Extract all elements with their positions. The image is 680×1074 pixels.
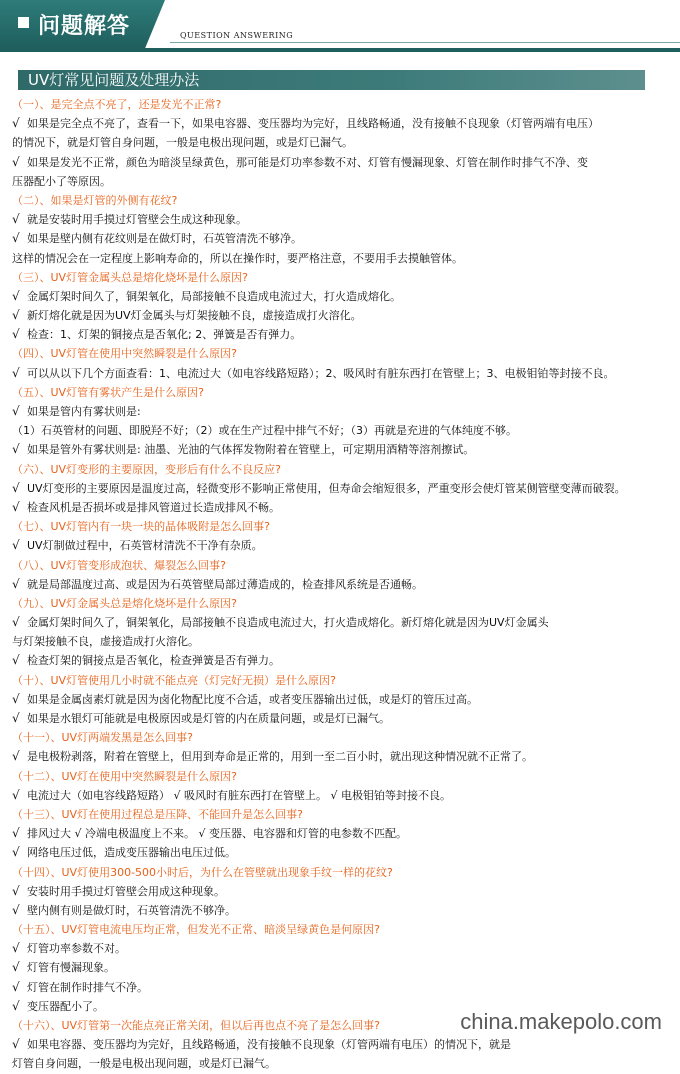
question-heading [12, 460, 672, 479]
header-banner [0, 0, 680, 52]
check-icon: √ [12, 212, 20, 227]
answer-text: UV灯制做过程中，石英管材清洗不干净有杂质。 [27, 539, 263, 553]
check-icon: √ [12, 787, 20, 802]
answer-line [12, 402, 672, 421]
check-icon: √ [12, 883, 20, 898]
answer-line [12, 786, 672, 805]
check-icon: √ [12, 308, 20, 323]
question-text: （十二）、UV灯在使用中突然瞬裂是什么原因? [12, 769, 237, 783]
watermark: china.makepolo.com [460, 1009, 662, 1034]
check-icon: √ [12, 576, 20, 591]
answer-text: 检查：1、灯架的铜接点是否氧化; 2、弹簧是否有弹力。 [27, 328, 302, 342]
check-icon: √ [12, 615, 20, 630]
answer-text: 金属灯架时间久了，铜架氧化，局部接触不良造成电流过大，打火造成熔化。新灯熔化就是因为UV灯金属头 [27, 616, 549, 630]
question-heading [12, 805, 672, 824]
question-heading [12, 383, 672, 402]
question-text: （十）、UV灯管使用几小时就不能点亮（灯完好无损）是什么原因? [12, 673, 336, 687]
answer-text: 如果电容器、变压器均为完好，且线路畅通，没有接触不良现象（灯管两端有电压）的情况下，就是 [27, 1038, 511, 1052]
answer-text: 网络电压过低，造成变压器输出电压过低。 [27, 846, 236, 860]
question-text: （二）、如果是灯管的外侧有花纹? [12, 193, 178, 207]
answer-text: 检查灯架的铜接点是否氧化，检查弹簧是否有弹力。 [27, 654, 280, 668]
answer-line [12, 364, 672, 383]
answer-line [12, 133, 672, 152]
check-icon: √ [12, 845, 20, 860]
question-text: （七）、UV灯管内有一块一块的晶体吸附是怎么回事? [12, 520, 270, 534]
check-icon: √ [12, 404, 20, 418]
answer-line [12, 824, 672, 843]
answer-line [12, 843, 672, 862]
answer-line [12, 575, 672, 594]
question-text: （九）、UV灯金属头总是熔化烧坏是什么原因? [12, 596, 237, 610]
answer-text: 新灯熔化就是因为UV灯金属头与灯架接触不良，虚接造成打火溶化。 [27, 309, 362, 323]
answer-text: 如果是完全点不亮了，查看一下，如果电容器、变压器均为完好，且线路畅通，没有接触不良现象（灯管两端有电压） [27, 117, 599, 131]
answer-text: 壁内侧有则是做灯时，石英管清洗不够净。 [27, 903, 236, 917]
answer-line [12, 901, 672, 920]
answer-line [12, 287, 672, 306]
answer-text: 这样的情况会在一定程度上影响寿命的，所以在操作时，要严格注意，不要用手去摸触管体。 [12, 251, 463, 265]
answer-text: 如果是壁内侧有花纹则是在做灯时，石英管清洗不够净。 [27, 232, 302, 246]
answer-text: 如果是管外有雾状则是: 油墨、光油的气体挥发物附着在管壁上，可定期用酒精等溶剂擦试。 [27, 443, 475, 457]
answer-text: 灯管功率参数不对。 [27, 942, 126, 956]
question-text: （四）、UV灯管在使用中突然瞬裂是什么原因? [12, 347, 237, 361]
check-icon: √ [12, 826, 20, 841]
check-icon: √ [12, 979, 20, 994]
question-text: （十一）、UV灯两端发黑是怎么回事? [12, 731, 193, 745]
check-icon: √ [12, 1037, 20, 1052]
question-heading [12, 556, 672, 575]
answer-line [12, 440, 672, 459]
answer-line [12, 613, 672, 632]
header-underline [0, 48, 680, 52]
answer-line [12, 421, 672, 440]
answer-line [12, 978, 672, 997]
check-icon: √ [12, 941, 20, 956]
check-icon: √ [12, 442, 20, 457]
header-subtitle: QUESTION ANSWERING [180, 31, 294, 40]
question-heading [12, 671, 672, 690]
question-text: （一）、是完全点不亮了，还是发光不正常? [12, 98, 222, 111]
answer-text: 与灯架接触不良，虚接造成打火溶化。 [12, 635, 199, 649]
answer-line [12, 210, 672, 229]
check-icon: √ [12, 538, 20, 553]
answer-text: 的情况下，就是灯管自身问题，一般是电极出现问题，或是灯已漏气。 [12, 136, 353, 150]
answer-text: 灯管自身问题，一般是电极出现问题，或是灯已漏气。 [12, 1057, 276, 1071]
question-heading [12, 517, 672, 536]
question-text: （五）、UV灯管有雾状产生是什么原因? [12, 385, 204, 399]
question-heading [12, 268, 672, 287]
question-heading [12, 863, 672, 882]
answer-text: 如果是水银灯可能就是电极原因或是灯管的内在质量问题，或是灯已漏气。 [27, 712, 390, 725]
question-text: （十四）、UV灯使用300-500小时后，为什么在管壁就出现象手纹一样的花纹? [12, 865, 393, 879]
check-icon: √ [12, 902, 20, 917]
answer-text: 如果是金属卤素灯就是因为卤化物配比度不合适，或者变压器输出过低，或是灯的管压过高。 [27, 692, 478, 706]
answer-text: 安装时用手摸过灯管壁会用成这种现象。 [27, 884, 225, 898]
question-text: （十六）、UV灯管第一次能点亮正常关闭，但以后再也点不亮了是怎么回事? [12, 1019, 380, 1032]
answer-line [12, 498, 672, 517]
check-icon: √ [12, 116, 20, 131]
answer-line [12, 536, 672, 555]
question-text: （十五）、UV灯管电流电压均正常，但发光不正常、暗淡呈绿黄色是何原因? [12, 923, 380, 937]
answer-text: 是电极粉剥落，附着在管壁上，但用到寿命是正常的，用到一至二百小时，就出现这种情况就不正常了。 [27, 750, 533, 764]
check-icon: √ [12, 960, 20, 975]
check-icon: √ [12, 711, 20, 725]
question-text: （十三）、UV灯在使用过程总是压降、不能回升是怎么回事? [12, 807, 303, 821]
answer-line [12, 249, 672, 268]
answer-text: 如果是发光不正常，颜色为暗淡呈绿黄色，那可能是灯功率参数不对、灯管有慢漏现象、灯管在制作时排气不净、变 [27, 155, 588, 169]
answer-line [12, 882, 672, 901]
answer-line [12, 172, 672, 191]
answer-text: 就是安装时用手摸过灯管壁会生成这种现象。 [27, 213, 247, 227]
question-heading [12, 594, 672, 613]
answer-line [12, 325, 672, 344]
answer-line [12, 153, 672, 172]
answer-text: （1）石英管材的问题、即脱羟不好；（2）或在生产过程中排气不好；（3）再就是充进的气体纯度不够。 [12, 424, 517, 438]
answer-text: 变压器配小了。 [27, 999, 104, 1013]
answer-line [12, 958, 672, 977]
answer-line [12, 1054, 672, 1073]
answer-text: 就是局部温度过高、或是因为石英管壁局部过薄造成的，检查排风系统是否通畅。 [27, 577, 423, 591]
answer-line [12, 939, 672, 958]
question-heading [12, 95, 672, 114]
check-icon: √ [12, 365, 20, 380]
check-icon: √ [12, 480, 20, 495]
answer-line [12, 1035, 672, 1054]
question-heading [12, 920, 672, 939]
check-icon: √ [12, 499, 20, 514]
check-icon: √ [12, 691, 20, 706]
answer-line [12, 709, 672, 728]
answer-text: 如果是管内有雾状则是: [27, 405, 141, 418]
answer-line [12, 229, 672, 248]
answer-line [12, 632, 672, 651]
answer-line [12, 690, 672, 709]
header-divider [170, 42, 680, 43]
question-text: （六）、UV灯变形的主要原因，变形后有什么不良反应? [12, 462, 281, 476]
answer-line [12, 114, 672, 133]
check-icon: √ [12, 231, 20, 246]
answer-text: 压器配小了等原因。 [12, 174, 111, 188]
header-square-icon [18, 17, 29, 28]
answer-text: 检查风机是否损坏或是排风管道过长造成排风不畅。 [27, 500, 280, 514]
header-title: 问题解答 [38, 14, 131, 39]
section-title: UV灯常见问题及处理办法 [18, 70, 645, 90]
check-icon: √ [12, 653, 20, 668]
answer-text: UV灯变形的主要原因是温度过高，轻微变形不影响正常使用，但寿命会缩短很多，严重变形会使灯管某侧管壁变薄而破裂。 [27, 481, 626, 495]
answer-text: 灯管有慢漏现象。 [27, 961, 115, 975]
answer-line [12, 747, 672, 766]
question-heading [12, 191, 672, 210]
qa-list [12, 95, 672, 1074]
question-heading [12, 728, 672, 747]
check-icon: √ [12, 749, 20, 764]
answer-text: 排风过大 √ 冷端电极温度上不来。 √ 变压器、电容器和灯管的电参数不匹配。 [27, 827, 408, 841]
answer-text: 金属灯架时间久了，铜架氧化，局部接触不良造成电流过大，打火造成熔化。 [27, 289, 401, 303]
answer-line [12, 651, 672, 670]
answer-line [12, 479, 672, 498]
check-icon: √ [12, 288, 20, 303]
question-text: （三）、UV灯管金属头总是熔化烧坏是什么原因? [12, 270, 248, 284]
check-icon: √ [12, 154, 20, 169]
answer-line [12, 306, 672, 325]
answer-text: 灯管在制作时排气不净。 [27, 980, 148, 994]
question-text: （八）、UV灯管变形成泡状、爆裂怎么回事? [12, 558, 226, 572]
question-heading [12, 344, 672, 363]
answer-text: 电流过大（如电容线路短路） √ 吸风时有脏东西打在管壁上。 √ 电极钼铂等封接不良。 [27, 788, 452, 802]
check-icon: √ [12, 998, 20, 1013]
question-heading [12, 767, 672, 786]
answer-text: 可以从以下几个方面查看：1、电流过大（如电容线路短路）；2、吸风时有脏东西打在管壁上；3、电极钼铂等封接不良。 [27, 366, 615, 380]
check-icon: √ [12, 327, 20, 342]
